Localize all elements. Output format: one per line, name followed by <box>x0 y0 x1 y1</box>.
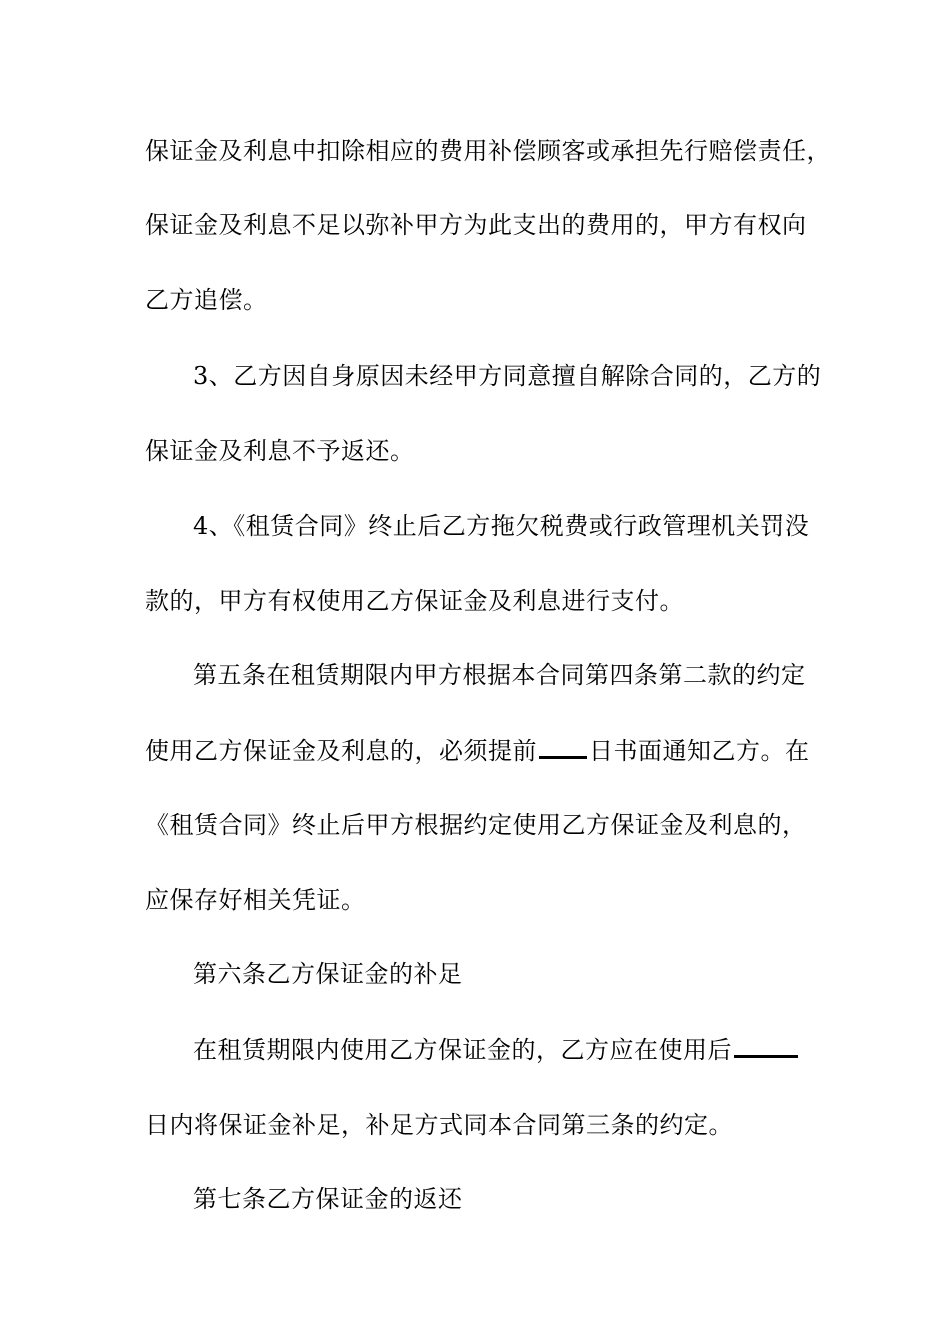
paragraph-line-with-blank <box>145 736 825 766</box>
fill-in-blank <box>734 1035 798 1058</box>
article-7-heading: 第七条乙方保证金的返还 <box>193 1185 463 1213</box>
fill-in-blank <box>539 736 587 759</box>
text-segment: 在租赁期限内使用乙方保证金的，乙方应在使用后 <box>193 1036 732 1064</box>
paragraph-line: 乙方追偿。 <box>145 286 268 314</box>
clause-4-line: 4、《租赁合同》终止后乙方拖欠税费或行政管理机关罚没 <box>193 512 810 540</box>
paragraph-line-with-blank <box>193 1035 873 1065</box>
paragraph-line: 保证金及利息不足以弥补甲方为此支出的费用的，甲方有权向 <box>145 211 807 239</box>
paragraph-line: 应保存好相关凭证。 <box>145 886 366 914</box>
clause-3-line: 3、乙方因自身原因未经甲方同意擅自解除合同的，乙方的 <box>193 362 822 390</box>
paragraph-line: 日内将保证金补足，补足方式同本合同第三条的约定。 <box>145 1111 733 1139</box>
article-5-line: 第五条在租赁期限内甲方根据本合同第四条第二款的约定 <box>193 661 806 689</box>
paragraph-line: 《租赁合同》终止后甲方根据约定使用乙方保证金及利息的， <box>145 811 807 839</box>
text-segment: 日书面通知乙方。在 <box>589 737 810 765</box>
paragraph-line: 保证金及利息不予返还。 <box>145 437 415 465</box>
paragraph-line: 款的，甲方有权使用乙方保证金及利息进行支付。 <box>145 587 684 615</box>
text-segment: 使用乙方保证金及利息的，必须提前 <box>145 737 537 765</box>
article-6-heading: 第六条乙方保证金的补足 <box>193 960 463 988</box>
paragraph-line: 保证金及利息中扣除相应的费用补偿顾客或承担先行赔偿责任， <box>145 137 831 165</box>
